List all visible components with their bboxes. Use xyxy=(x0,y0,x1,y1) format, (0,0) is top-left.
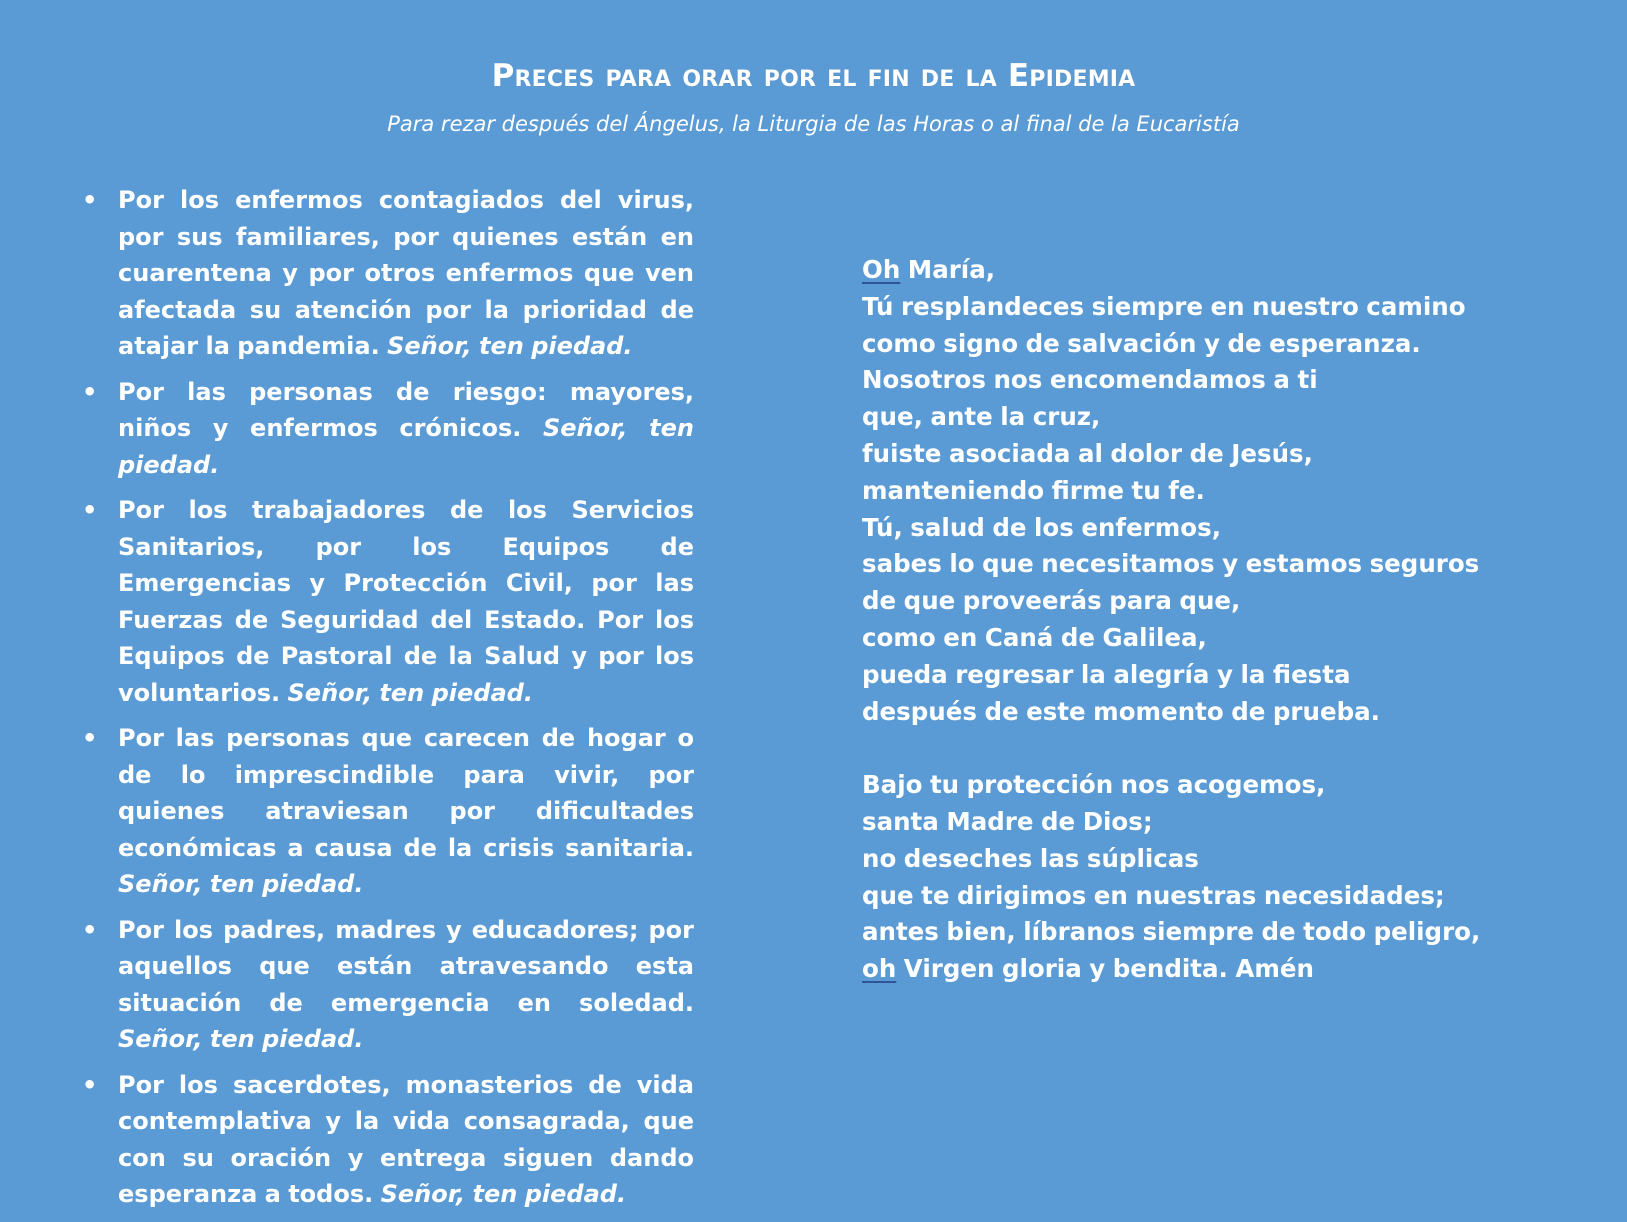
prece-response: Señor, ten piedad. xyxy=(287,678,533,707)
oracion-line: que te dirigimos en nuestras necesidades; xyxy=(862,880,1445,910)
page-title: Preces para orar por el fin de la Epidemia xyxy=(491,58,1136,94)
oracion-line: pueda regresar la alegría y la fiesta xyxy=(862,659,1351,689)
prece-text: Por las personas que carecen de hogar o de lo imprescindible para vivir, por quienes atraviesan por dificultades económicas a causa de la crisis sanitaria. xyxy=(118,724,694,862)
bullet-icon: • xyxy=(82,496,98,524)
page-subtitle: Para rezar después del Ángelus, la Liturgia de las Horas o al final de la Eucaristía xyxy=(387,112,1240,136)
stanza-gap xyxy=(862,730,1582,767)
oracion-line: manteniendo firme tu fe. xyxy=(862,475,1205,505)
prece-response: Señor, ten piedad. xyxy=(118,870,364,898)
prece-response: Señor, ten piedad. xyxy=(118,414,695,479)
oracion-line: Nosotros nos encomendamos a ti xyxy=(862,365,1318,395)
bullet-icon: • xyxy=(82,724,98,752)
oracion-line: después de este momento de prueba. xyxy=(862,696,1380,726)
oracion-line: fuiste asociada al dolor de Jesús, xyxy=(862,438,1313,468)
list-item xyxy=(78,720,694,903)
oracion-line: Tú resplandeces siempre en nuestro camino xyxy=(862,291,1466,321)
oracion-last-rest: Virgen gloria y bendita. Amén xyxy=(896,954,1314,984)
oracion-line: no deseches las súplicas xyxy=(862,843,1199,873)
oracion-line: que, ante la cruz, xyxy=(862,402,1101,432)
oracion-line: como en Caná de Galilea, xyxy=(862,622,1207,652)
oracion-line xyxy=(862,951,1582,988)
prece-text: Por los sacerdotes, monasterios de vida contemplativa y la vida consagrada, que con su oración y entrega siguen dando esperanza a todos. xyxy=(118,1070,694,1208)
bullet-icon: • xyxy=(82,186,98,214)
oracion-line: Tú, salud de los enfermos, xyxy=(862,512,1222,542)
list-item xyxy=(78,492,694,711)
oracion-last-word: oh xyxy=(862,954,897,984)
bullet-icon: • xyxy=(82,1070,98,1099)
oracion-line: de que proveerás para que, xyxy=(862,586,1241,616)
prece-text: Por los padres, madres y educadores; por aquellos que están atravesando esta situación de emergencia en soledad. xyxy=(118,915,694,1017)
oracion-first-word: Oh xyxy=(862,255,901,284)
prece-response: Señor, ten piedad. xyxy=(118,1025,364,1053)
preces-list xyxy=(78,182,694,1222)
prece-response: Señor, ten piedad. xyxy=(380,1180,627,1208)
bullet-icon: • xyxy=(82,915,98,944)
list-item xyxy=(78,182,694,365)
oracion-line: santa Madre de Dios; xyxy=(862,806,1153,836)
oracion-first-rest: María, xyxy=(900,255,996,284)
oracion-line: sabes lo que necesitamos y estamos seguros xyxy=(862,549,1480,579)
bullet-icon: • xyxy=(82,377,98,406)
list-item xyxy=(78,374,694,484)
oracion-line xyxy=(862,252,1582,289)
oracion-line: antes bien, líbranos siempre de todo peligro, xyxy=(862,917,1481,947)
prece-text: Por los enfermos contagiados del virus, por sus familiares, por quienes están en cuarentena y por otros enfermos que ven afectada su atención por la prioridad de atajar la pandemia. xyxy=(118,186,694,360)
oracion-line: Bajo tu protección nos acogemos, xyxy=(862,770,1326,800)
prece-text: Por los trabajadores de los Servicios Sanitarios, por los Equipos de Emergencias y Protección Civil, por las Fuerzas de Seguridad del Estado. Por los Equipos de Pastoral de la Salud y por los voluntarios. xyxy=(118,496,694,707)
oracion-line: como signo de salvación y de esperanza. xyxy=(862,328,1421,358)
list-item xyxy=(78,1067,694,1213)
list-item xyxy=(78,912,694,1058)
prece-text: Por las personas de riesgo: mayores, niños y enfermos crónicos. xyxy=(118,377,694,442)
prece-response: Señor, ten piedad. xyxy=(387,332,633,360)
oracion-column xyxy=(862,252,1582,988)
